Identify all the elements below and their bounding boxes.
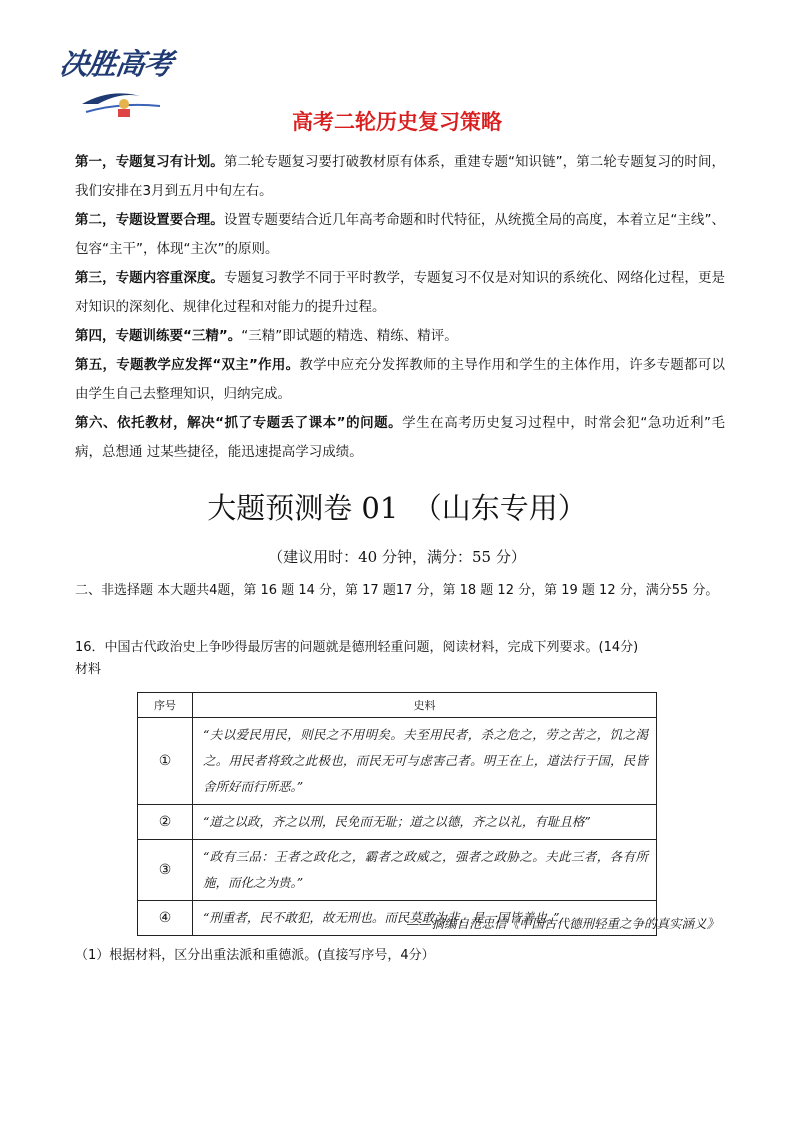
material-source: ——摘编自范忠信《中国古代德刑轻重之争的真实涵义》 bbox=[406, 916, 719, 931]
table-row bbox=[138, 805, 657, 840]
strategy-item-heading: 第二，专题设置要合理。 bbox=[75, 212, 224, 228]
strategy-item bbox=[75, 148, 725, 206]
table-header-row bbox=[138, 693, 657, 718]
strategy-item-text: 教学中应充分发挥教师的主导作用和学生的主体作用，许多专题都可以由学生自己去整理知识，归纳完成。 bbox=[75, 357, 726, 402]
question-stem: 16．中国古代政治史上争吵得最厉害的问题就是德刑轻重问题，阅读材料，完成下列要求。(14分) bbox=[75, 640, 639, 655]
strategy-item-heading: 第五，专题教学应发挥“双主”作用。 bbox=[75, 357, 300, 373]
row-number: ③ bbox=[138, 840, 193, 901]
strategy-item bbox=[75, 206, 725, 264]
section-instructions bbox=[75, 578, 725, 604]
exam-title: 大题预测卷 01 （山东专用） bbox=[207, 491, 587, 525]
logo-text: 决胜高考 bbox=[57, 47, 175, 81]
material-label: 材料 bbox=[75, 662, 102, 677]
table-header: 史料 bbox=[193, 693, 657, 718]
strategy-item-heading: 第四，专题训练要“三精”。 bbox=[75, 328, 242, 344]
strategy-title: 高考二轮历史复习策略 bbox=[292, 110, 502, 134]
strategy-item-heading: 第六、依托教材，解决“抓了专题丢了课本”的问题。 bbox=[75, 415, 403, 431]
row-text: “道之以政，齐之以刑，民免而无耻；道之以德，齐之以礼，有耻且格” bbox=[193, 805, 657, 840]
row-text: “刑重者，民不敢犯，故无刑也。而民莫敢为非，是一国皆善也。” bbox=[193, 901, 657, 936]
table-row bbox=[138, 718, 657, 805]
strategy-item-heading: 第三，专题内容重深度。 bbox=[75, 270, 224, 286]
row-text: “政有三品：王者之政化之，霸者之政威之，强者之政胁之。夫此三者，各有所施，而化之为贵。” bbox=[193, 840, 657, 901]
svg-text:· · · ·: · · · · bbox=[134, 102, 146, 108]
row-text: “夫以爱民用民，则民之不用明矣。夫至用民者，杀之危之，劳之苦之，饥之渴之。用民者将致之此极也，而民无可与虑害己者。明王在上，道法行于国，民皆舍所好而行所恶。” bbox=[193, 718, 657, 805]
section-line: 二、非选择题 本大题共4题，第 16 题 14 分，第 17 题17 分，第 18 题 12 分，第 19 题 12 分，满分55 分。 bbox=[75, 583, 719, 598]
strategy-item bbox=[75, 409, 725, 467]
row-number: ④ bbox=[138, 901, 193, 936]
strategy-item-text: 第二轮专题复习要打破教材原有体系，重建专题“知识链”，第二轮专题复习的时间，我们安排在3月到五月中旬左右。 bbox=[75, 154, 725, 199]
strategy-item-text: 设置专题要结合近几年高考命题和时代特征，从统揽全局的高度，本着立足“主线”、包容“主干”，体现“主次”的原则。 bbox=[75, 212, 725, 257]
table-row bbox=[138, 840, 657, 901]
sub-question-1: （1）根据材料，区分出重法派和重德派。(直接写序号，4分） bbox=[75, 948, 435, 963]
strategy-item bbox=[75, 264, 725, 322]
row-number: ① bbox=[138, 718, 193, 805]
strategy-item bbox=[75, 351, 725, 409]
strategy-item-heading: 第一，专题复习有计划。 bbox=[75, 154, 224, 170]
question-16 bbox=[75, 637, 725, 681]
strategy-item-text: “三精”即试题的精选、精练、精评。 bbox=[241, 328, 458, 344]
row-number: ② bbox=[138, 805, 193, 840]
strategy-item bbox=[75, 322, 725, 351]
strategy-item-text: 专题复习教学不同于平时教学，专题复习不仅是对知识的系统化、网络化过程，更是对知识的深刻化、规律化过程和对能力的提升过程。 bbox=[75, 270, 725, 315]
strategy-list bbox=[75, 148, 725, 467]
table-header: 序号 bbox=[138, 693, 193, 718]
strategy-item-text: 学生在高考历史复习过程中，时常会犯“急功近利”毛病，总想通 过某些捷径，能迅速提高学习成绩。 bbox=[75, 415, 725, 460]
exam-subtitle: （建议用时：40 分钟，满分：55 分） bbox=[268, 548, 526, 566]
material-table bbox=[137, 692, 657, 936]
